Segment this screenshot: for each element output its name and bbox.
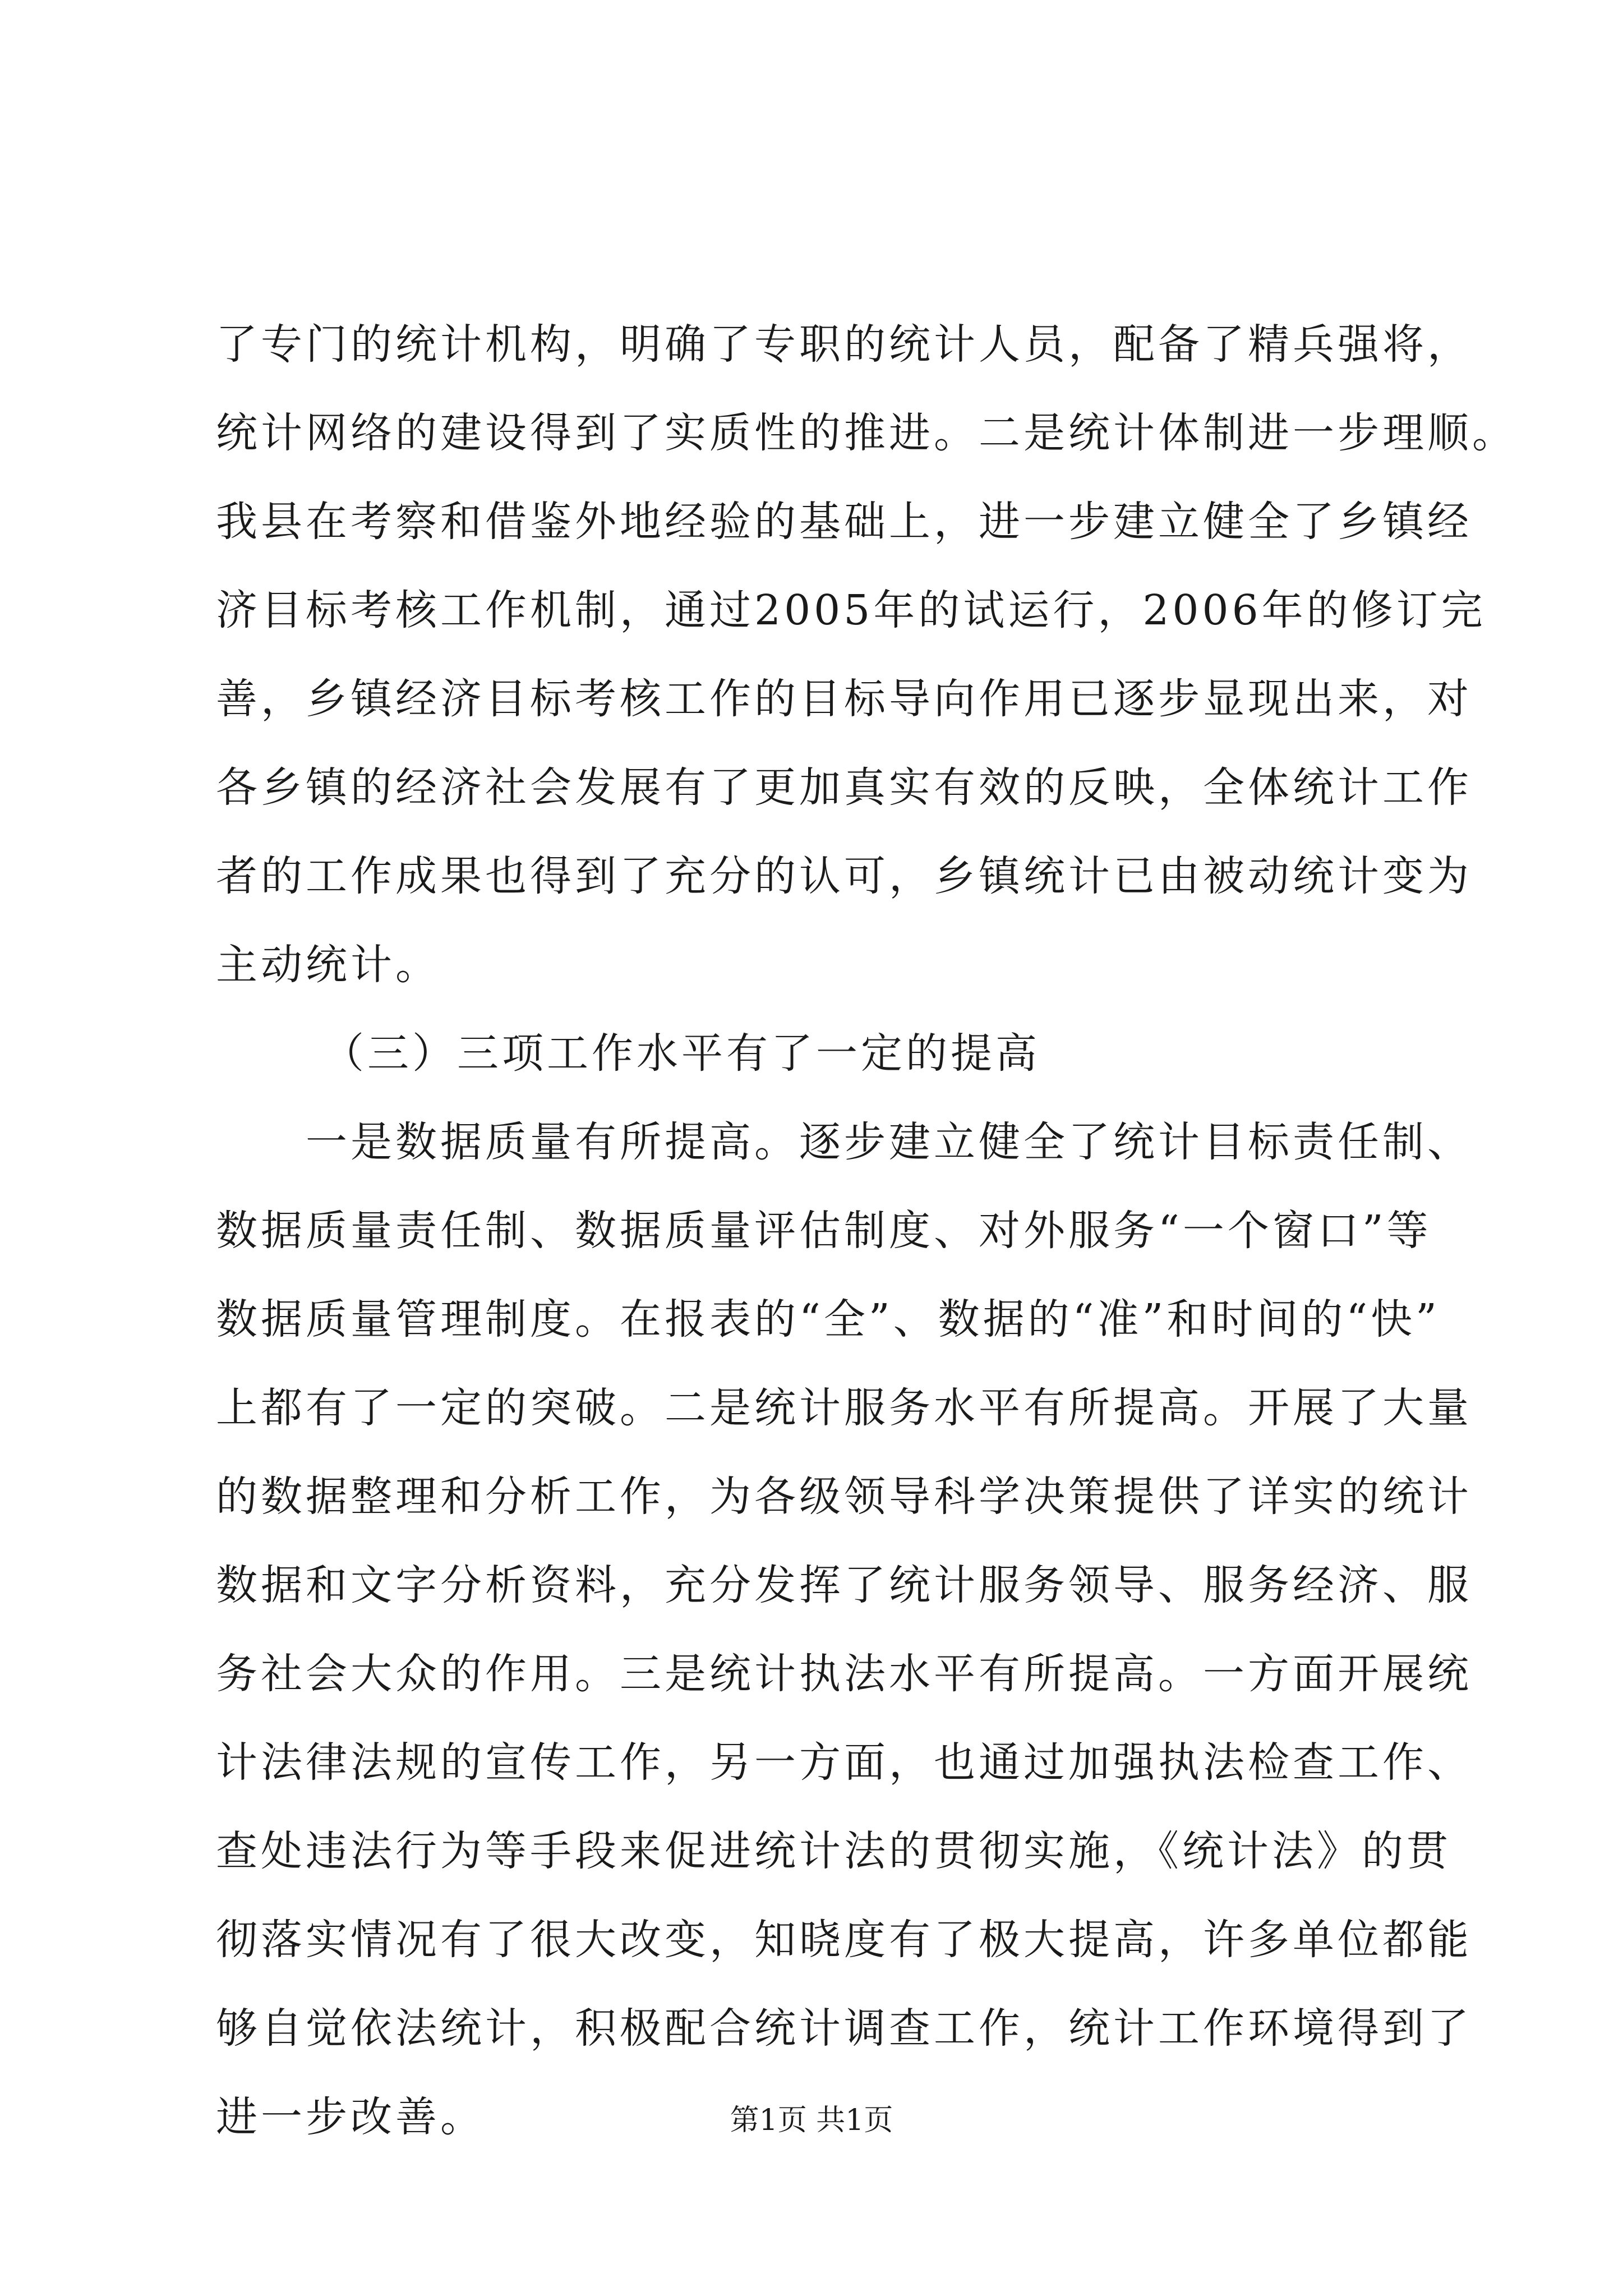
body-text	[216, 300, 1517, 2161]
paragraph-first-line: 一是数据质量有所提高。逐步建立健全了统计目标责任制、	[306, 1118, 1472, 1166]
section-heading: （三）三项工作水平有了一定的提高	[322, 1029, 1040, 1078]
text-line: 济目标考核工作机制，通过2005年的试运行，2006年的修订完	[216, 586, 1486, 634]
text-line: 数据和文字分析资料，充分发挥了统计服务领导、服务经济、服	[216, 1561, 1472, 1609]
text-line: 我县在考察和借鉴外地经验的基础上，进一步建立健全了乡镇经	[216, 498, 1472, 546]
text-line: 的数据整理和分析工作，为各级领导科学决策提供了详实的统计	[216, 1473, 1472, 1521]
text-line: 彻落实情况有了很大改变，知晓度有了极大提高，许多单位都能	[216, 1916, 1472, 1964]
page-footer: 第1页 共1页	[730, 2104, 893, 2137]
text-line: 了专门的统计机构，明确了专职的统计人员，配备了精兵强将，	[216, 320, 1472, 369]
text-line: 善，乡镇经济目标考核工作的目标导向作用已逐步显现出来，对	[216, 675, 1472, 723]
text-line: 数据质量责任制、数据质量评估制度、对外服务“一个窗口”等	[216, 1207, 1432, 1255]
text-line: 者的工作成果也得到了充分的认可，乡镇统计已由被动统计变为	[216, 852, 1472, 900]
text-line: 进一步改善。	[216, 2093, 485, 2141]
text-line: 查处违法行为等手段来促进统计法的贯彻实施，《统计法》的贯	[216, 1827, 1451, 1875]
text-line: 计法律法规的宣传工作，另一方面，也通过加强执法检查工作、	[216, 1738, 1472, 1787]
text-line: 数据质量管理制度。在报表的“全”、数据的“准”和时间的“快”	[216, 1295, 1440, 1343]
text-line: 上都有了一定的突破。二是统计服务水平有所提高。开展了大量	[216, 1384, 1472, 1432]
text-line: 统计网络的建设得到了实质性的推进。二是统计体制进一步理顺。	[216, 409, 1517, 457]
text-line: 够自觉依法统计，积极配合统计调查工作，统计工作环境得到了	[216, 2004, 1472, 2053]
text-line: 主动统计。	[216, 941, 440, 989]
text-line: 务社会大众的作用。三是统计执法水平有所提高。一方面开展统	[216, 1650, 1472, 1698]
text-line: 各乡镇的经济社会发展有了更加真实有效的反映，全体统计工作	[216, 763, 1472, 812]
